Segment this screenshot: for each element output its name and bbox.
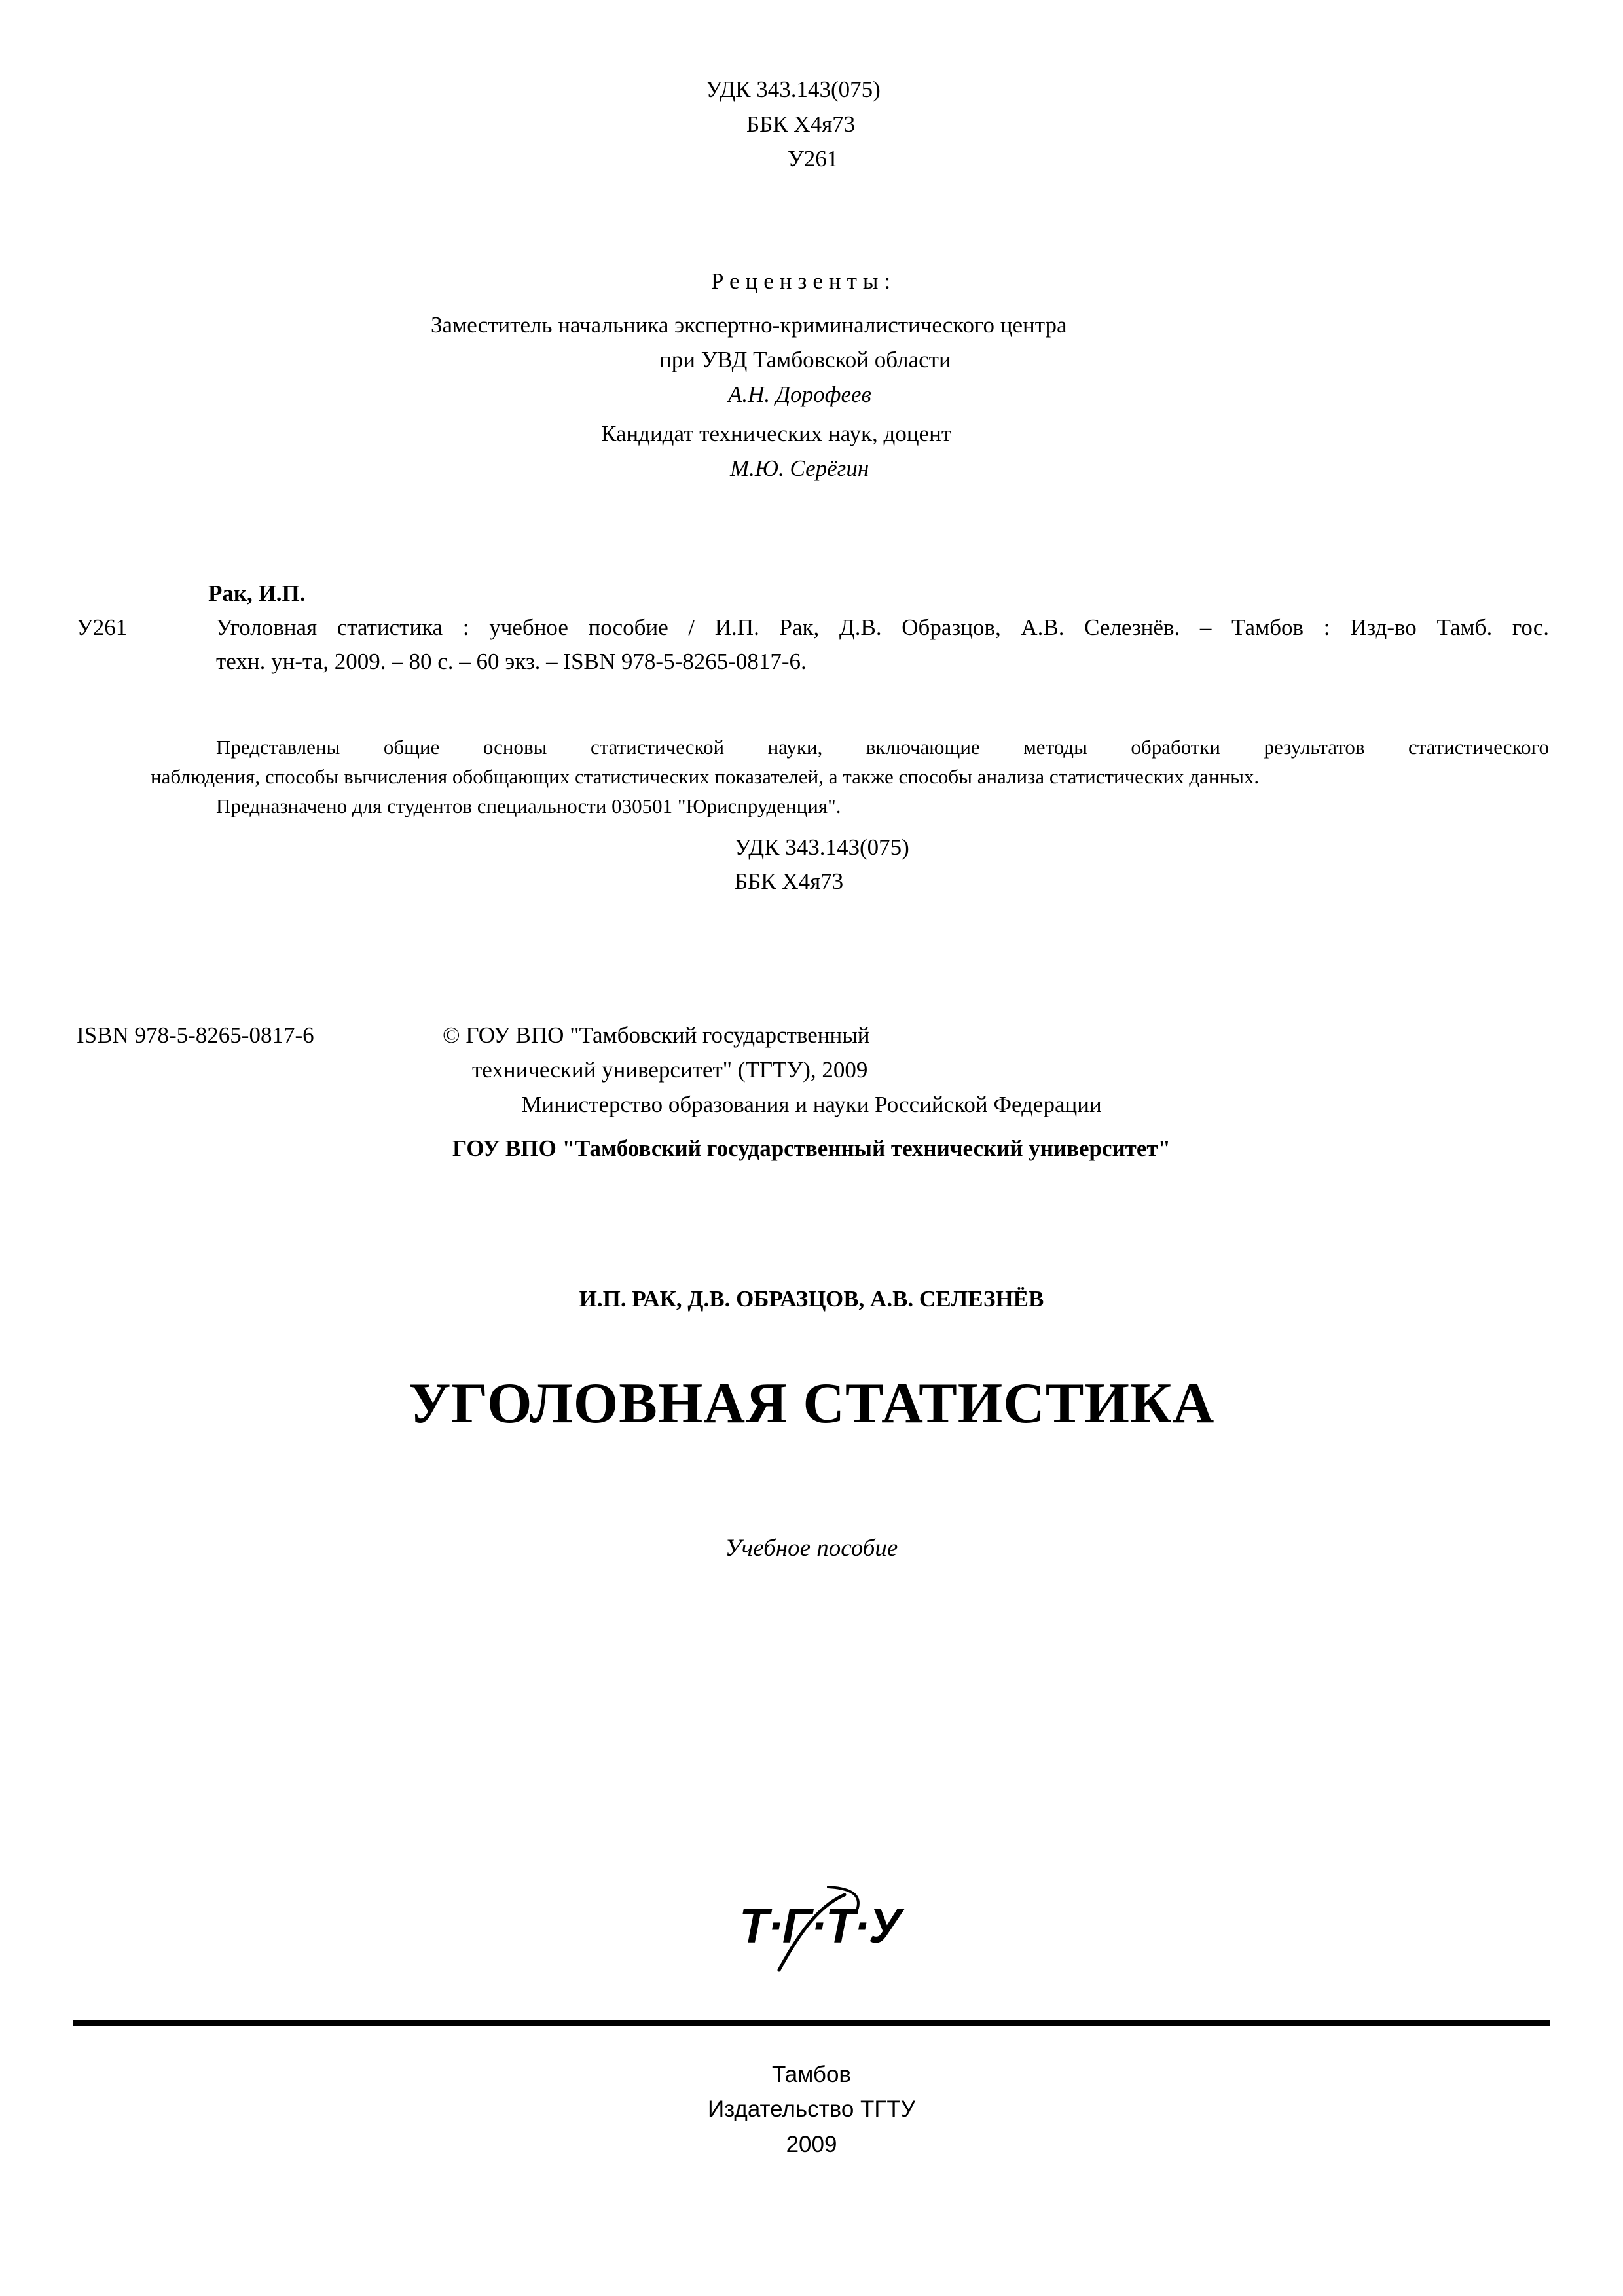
udk-code-top: УДК 343.143(075)	[706, 77, 881, 102]
footer-divider	[73, 2020, 1550, 2026]
footer-city: Тамбов	[771, 2062, 852, 2087]
tgtu-logo-text: Т·Г·Т·У	[739, 1899, 900, 1953]
annotation-line-1: Представлены общие основы статистической науки, включающие методы обработки результатов статистического	[216, 736, 1549, 759]
reviewer-1-organization: при УВД Тамбовской области	[659, 347, 951, 372]
book-title: УГОЛОВНАЯ СТАТИСТИКА	[408, 1372, 1215, 1435]
annotation-line-2: наблюдения, способы вычисления обобщающих статистических показателей, а также способы анализа статистических данных.	[151, 765, 1260, 788]
reviewer-2-name: М.Ю. Серёгин	[730, 456, 869, 481]
ministry: Министерство образования и науки Российской Федерации	[521, 1092, 1102, 1117]
bbk-code-top: ББК Х4я73	[746, 111, 856, 137]
footer-year: 2009	[786, 2132, 837, 2157]
authors: И.П. РАК, Д.В. ОБРАЗЦОВ, А.В. СЕЛЕЗНЁВ	[579, 1286, 1044, 1312]
copyright-line-2: технический университет" (ТГТУ), 2009	[472, 1057, 868, 1083]
annotation-bbk: ББК Х4я73	[735, 869, 844, 894]
footer-publisher: Издательство ТГТУ	[707, 2096, 916, 2122]
university: ГОУ ВПО "Тамбовский государственный технический университет"	[452, 1136, 1171, 1161]
bib-description-line-1: Уголовная статистика : учебное пособие / И.П. Рак, Д.В. Образцов, А.В. Селезнёв. – Тамбов : Изд-во Тамб. гос.	[216, 615, 1549, 640]
bib-author: Рак, И.П.	[208, 581, 306, 606]
subtitle: Учебное пособие	[725, 1535, 898, 1562]
reviewer-1-position: Заместитель начальника экспертно-криминалистического центра	[431, 312, 1067, 338]
annotation-udk: УДК 343.143(075)	[735, 834, 909, 860]
annotation-line-3: Предназначено для студентов специальности 030501 "Юриспруденция".	[216, 795, 841, 817]
reviewer-1-name: А.Н. Дорофеев	[728, 382, 871, 407]
copyright-line-1: © ГОУ ВПО "Тамбовский государственный	[443, 1022, 870, 1048]
tgtu-logo	[730, 1882, 900, 1980]
bib-description-line-2: техн. ун-та, 2009. – 80 с. – 60 экз. – ISBN 978-5-8265-0817-6.	[216, 649, 807, 674]
reviewers-heading: Рецензенты:	[711, 268, 897, 294]
reviewer-2-position: Кандидат технических наук, доцент	[601, 421, 952, 446]
catalog-code-top: У261	[788, 146, 839, 171]
isbn: ISBN 978-5-8265-0817-6	[77, 1022, 314, 1048]
bib-code: У261	[77, 615, 128, 640]
